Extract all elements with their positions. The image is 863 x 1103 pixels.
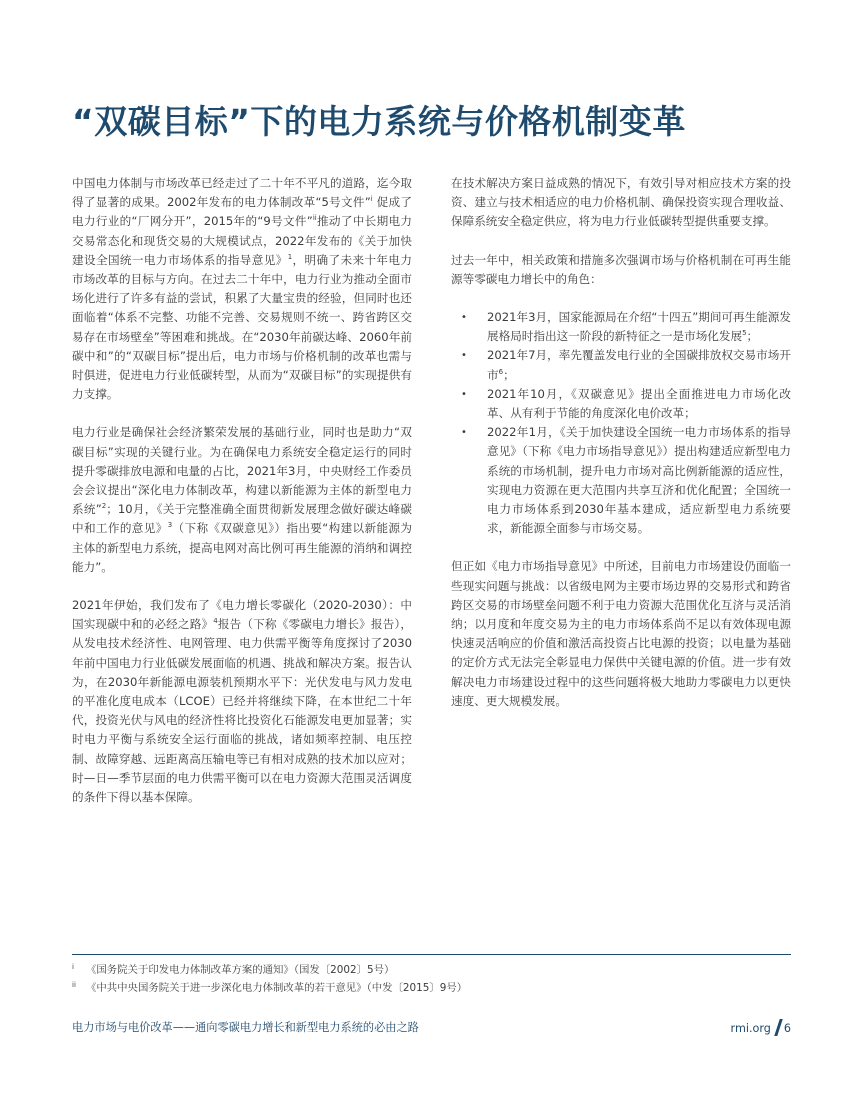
paragraph: 在技术解决方案日益成熟的情况下，有效引导对相应技术方案的投资、建立与技术相适应的电力价格机制、确保投资实现合理收益、保障系统安全稳定供应，将为电力行业低碳转型提供重要支撑。 bbox=[451, 176, 791, 229]
bullet-icon: • bbox=[461, 350, 467, 362]
footnotes bbox=[72, 961, 791, 997]
footer-right bbox=[731, 1019, 791, 1035]
list-item: • 2022年1月，《关于加快建设全国统一电力市场体系的指导意见》（下称《电力市场指导意见》）提出构建适应新型电力系统的市场机制，提升电力市场对高比例新能源的适应性，实现电力资源在更大范围内共享互济和优化配置；全国统一电力市场体系到2030年基本建成，适应新型电力系统要求，新能源全面参与市场交易。 bbox=[461, 425, 791, 536]
paragraph: 电力行业是确保社会经济繁荣发展的基础行业，同时也是助力“双碳目标”实现的关键行业。为在确保电力系统安全稳定运行的同时提升零碳排放电源和电量的占比，2021年3月，中央财经工作委员会会议提出“深化电力体制改革，构建以新能源为主体的新型电力系统”$^2$；10月，《关于完整准确全面贯彻新发展理念做好碳达峰碳中和工作的意见》$^3$（下称《双碳意见》）指出要“构建以新能源为主体的新型电力系统，提高电网对高比例可再生能源的消纳和调控能力”。 bbox=[72, 425, 412, 574]
paragraph: 2021年伊始，我们发布了《电力增长零碳化（2020-2030）：中国实现碳中和的必经之路》$^4$报告（下称《零碳电力增长》报告），从发电技术经济性、电网管理、电力供需平衡等角度探讨了2030年前中国电力行业低碳发展面临的机遇、挑战和解决方案。报告认为，在2030年新能源电源装机预期水平下：光伏发电与风力发电的平准化度电成本（LCOE）已经并将继续下降，在本世纪二十年代，投资光伏与风电的经济性将比投资化石能源发电更加显著；实时电力平衡与系统安全运行面临的挑战，诸如频率控制、电压控制、故障穿越、远距离高压输电等已有相对成熟的技术加以应对；时—日—季节层面的电力供需平衡可以在电力资源大范围灵活调度的条件下得以基本保障。 bbox=[72, 598, 412, 805]
list-item: • 2021年3月，国家能源局在介绍“十四五”期间可再生能源发展格局时指出这一阶段的新特征之一是市场化发展$^5$； bbox=[461, 310, 791, 344]
page-number: 6 bbox=[783, 1022, 791, 1035]
bullet-list bbox=[451, 308, 791, 538]
page-title: “双碳目标”下的电力系统与价格机制变革 bbox=[72, 102, 686, 141]
left-column bbox=[72, 174, 412, 826]
list-item: • 2021年7月，率先覆盖发电行业的全国碳排放权交易市场开市$^6$； bbox=[461, 348, 791, 382]
footnote: i 《国务院关于印发电力体制改革方案的通知》（国发〔2002〕5号） bbox=[72, 963, 395, 976]
footnote-divider bbox=[72, 954, 791, 955]
bullet-icon: • bbox=[461, 312, 467, 324]
footnote: ii 《中共中央国务院关于进一步深化电力体制改革的若干意见》（中发〔2015〕9号） bbox=[72, 981, 468, 994]
paragraph: 中国电力体制与市场改革已经走过了二十年不平凡的道路，迄今取得了显著的成果。2002年发布的电力体制改革“5号文件”$^i$ 促成了电力行业的“厂网分开”，2015年的“9号文件”$^{ii}$推动了中长期电力交易常态化和现货交易的大规模试点，2022年发布的《关于加快建设全国统一电力市场体系的指导意见》$^1$，明确了未来十年电力市场改革的目标与方向。在过去二十年中，电力行业为推动全面市场化进行了许多有益的尝试，积累了大量宝贵的经验，但同时也还面临着“体系不完整、功能不完善、交易规则不统一、跨省跨区交易存在市场壁垒”等困难和挑战。在“2030年前碳达峰、2060年前碳中和”的“双碳目标”提出后，电力市场与价格机制的改革也需与时俱进，促进电力行业低碳转型，从而为“双碳目标”的实现提供有力支撑。 bbox=[72, 176, 413, 402]
site-link[interactable]: rmi.org bbox=[730, 1022, 771, 1035]
list-item: • 2021年10月，《双碳意见》提出全面推进电力市场化改革、从有利于节能的角度深化电价改革； bbox=[461, 386, 791, 421]
running-title: 电力市场与电价改革——通向零碳电力增长和新型电力系统的必由之路 bbox=[72, 1021, 419, 1034]
paragraph: 但正如《电力市场指导意见》中所述，目前电力市场建设仍面临一些现实问题与挑战：以省级电网为主要市场边界的交易形式和跨省跨区交易的市场壁垒问题不利于电力资源大范围优化互济与灵活消纳；以月度和年度交易为主的电力市场体系尚不足以有效体现电源快速灵活响应的价值和激活高投资占比电源的投资；以电量为基础的定价方式无法完全彰显电力保供中关键电源的价值。进一步有效解决电力市场建设过程中的这些问题将极大地助力零碳电力以更快速度、更大规模发展。 bbox=[451, 559, 791, 708]
right-column bbox=[451, 174, 791, 730]
bullet-icon: • bbox=[461, 388, 467, 400]
slash-divider-icon bbox=[774, 1019, 783, 1036]
paragraph: 过去一年中，相关政策和措施多次强调市场与价格机制在可再生能源等零碳电力增长中的角色： bbox=[451, 252, 791, 286]
page-footer bbox=[72, 1019, 791, 1039]
bullet-icon: • bbox=[461, 427, 467, 439]
